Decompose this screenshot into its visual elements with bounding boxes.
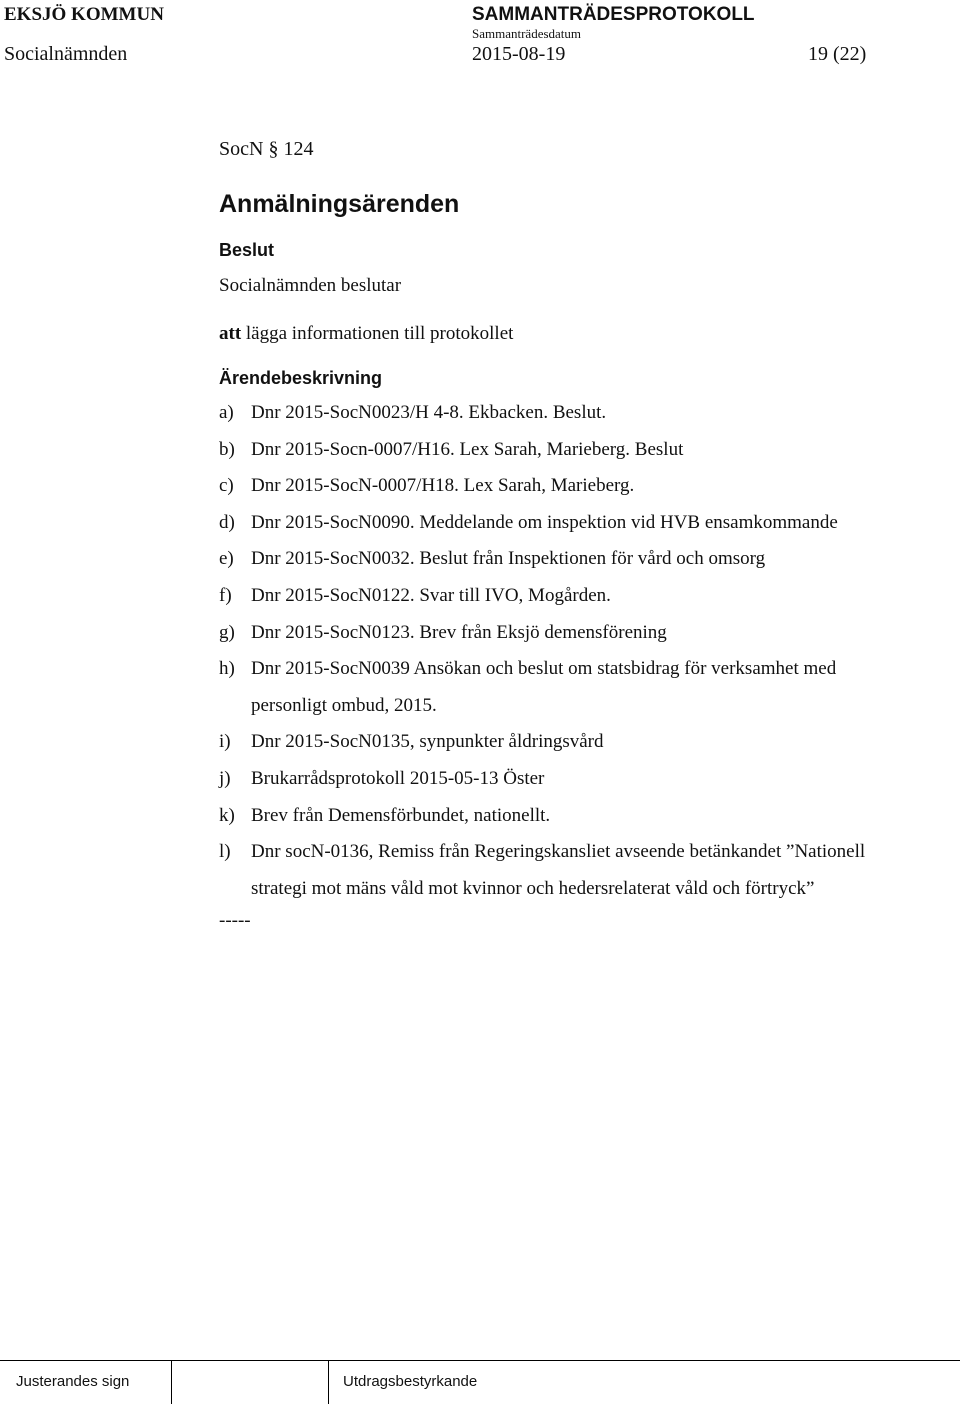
item-letter: g) bbox=[219, 621, 235, 643]
separator: ----- bbox=[219, 910, 251, 931]
item-letter: d) bbox=[219, 511, 235, 533]
date-label: Sammanträdesdatum bbox=[472, 26, 582, 41]
item-letter: k) bbox=[219, 804, 235, 826]
description-heading: Ärendebeskrivning bbox=[219, 368, 383, 388]
item-text: Dnr 2015-SocN0122. Svar till IVO, Mogården. bbox=[251, 585, 611, 606]
decision-att: att bbox=[219, 323, 242, 344]
decision-intro: Socialnämnden beslutar bbox=[219, 275, 402, 296]
item-text: Dnr 2015-Socn-0007/H16. Lex Sarah, Marieberg. Beslut bbox=[251, 438, 684, 460]
section-title: Anmälningsärenden bbox=[219, 190, 460, 218]
item-letter: a) bbox=[219, 402, 234, 423]
paragraph-number: SocN § 124 bbox=[219, 138, 314, 160]
item-letter: b) bbox=[219, 438, 235, 460]
committee-name: Socialnämnden bbox=[4, 43, 128, 65]
item-letter: j) bbox=[219, 768, 231, 789]
meeting-date: 2015-08-19 bbox=[472, 43, 566, 65]
justerandes-sign-label: Justerandes sign bbox=[16, 1373, 130, 1390]
organization-name: EKSJÖ KOMMUN bbox=[4, 4, 164, 25]
item-letter: c) bbox=[219, 475, 234, 497]
item-letter: e) bbox=[219, 548, 234, 570]
item-text: strategi mot mäns våld mot kvinnor och hedersrelaterat våld och förtryck” bbox=[251, 877, 815, 899]
item-text: Dnr 2015-SocN0039 Ansökan och beslut om statsbidrag för verksamhet med bbox=[251, 658, 837, 680]
utdragsbestyrkande-label: Utdragsbestyrkande bbox=[343, 1373, 478, 1390]
document-type: SAMMANTRÄDESPROTOKOLL bbox=[472, 4, 755, 25]
footer-divider bbox=[171, 1360, 172, 1404]
item-text: Brukarrådsprotokoll 2015-05-13 Öster bbox=[251, 768, 545, 789]
item-letter: h) bbox=[219, 658, 235, 680]
footer-divider bbox=[328, 1360, 329, 1404]
item-text: Dnr 2015-SocN0090. Meddelande om inspektion vid HVB ensamkommande bbox=[251, 511, 838, 533]
item-text: Dnr 2015-SocN0032. Beslut från Inspektionen för vård och omsorg bbox=[251, 548, 766, 570]
decision-statement bbox=[219, 323, 513, 345]
item-text: Dnr socN-0136, Remiss från Regeringskansliet avseende betänkandet ”Nationell bbox=[251, 841, 866, 863]
item-text: Dnr 2015-SocN0123. Brev från Eksjö demensförening bbox=[251, 621, 667, 643]
item-text: personligt ombud, 2015. bbox=[251, 694, 437, 716]
item-text: Dnr 2015-SocN0023/H 4-8. Ekbacken. Beslut. bbox=[251, 402, 607, 423]
item-text: Dnr 2015-SocN0135, synpunkter åldringsvård bbox=[251, 731, 604, 753]
page-number: 19 (22) bbox=[808, 43, 867, 65]
decision-heading: Beslut bbox=[219, 240, 275, 260]
item-letter: i) bbox=[219, 731, 231, 753]
item-letter: l) bbox=[219, 841, 231, 863]
item-text: Dnr 2015-SocN-0007/H18. Lex Sarah, Marieberg. bbox=[251, 475, 635, 497]
decision-text: lägga informationen till protokollet bbox=[241, 323, 514, 344]
item-letter: f) bbox=[219, 585, 232, 606]
footer-rule bbox=[0, 1360, 960, 1361]
item-text: Brev från Demensförbundet, nationellt. bbox=[251, 804, 551, 826]
